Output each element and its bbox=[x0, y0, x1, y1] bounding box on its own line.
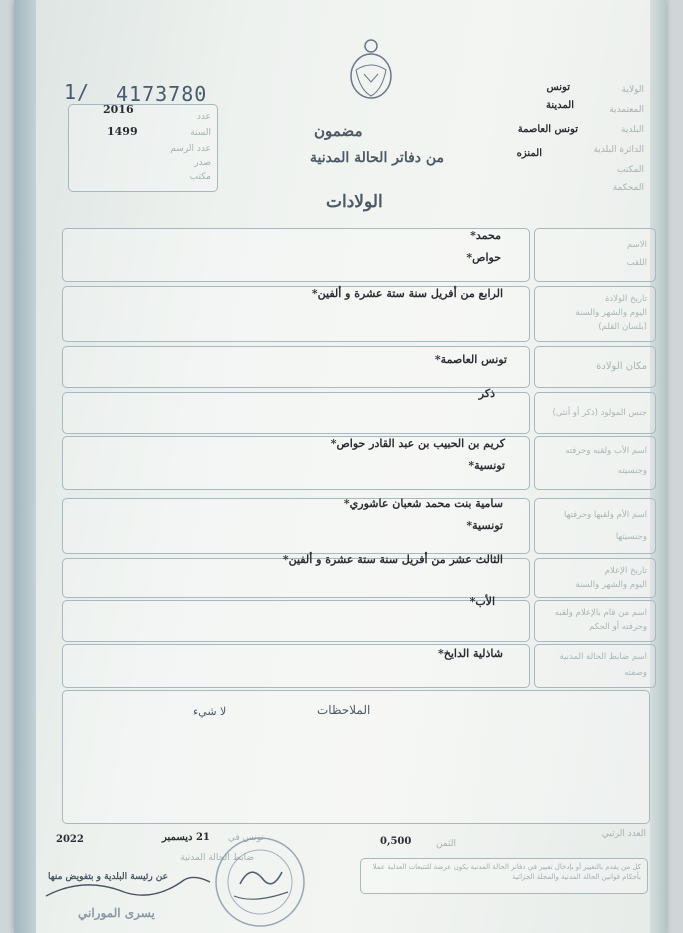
official-name: يسرى الموراني bbox=[78, 906, 155, 920]
legal-notice-text: كل من يقدم بالتغيير أو بإدخال تغيير في دفاتر الحالة المدنية يكون عرضة للتتبعات العدلية عملا بأحكام قوانين الحالة المدنية والمجلة الجزائية bbox=[372, 863, 641, 881]
sex-label-box bbox=[534, 392, 656, 434]
officer-label-box bbox=[534, 644, 656, 688]
father-name: كريم بن الحبيب بن عبد القادر حواص* bbox=[330, 437, 505, 450]
registration-box bbox=[68, 104, 218, 192]
birth-date-label-3: (بلسان القلم) bbox=[598, 322, 647, 332]
remarks-label: الملاحظات bbox=[317, 703, 371, 717]
declarant-label-1: اسم من قام بالإعلام ولقبه bbox=[554, 608, 647, 618]
legal-notice-box bbox=[360, 858, 648, 894]
birth-date-label-box bbox=[534, 286, 656, 342]
father-nationality: تونسية* bbox=[468, 459, 505, 472]
mother-label-2: وجنسيتها bbox=[615, 532, 647, 542]
mother-name: سامية بنت محمد شعبان عاشوري* bbox=[343, 497, 503, 510]
footer-date-prefix: تونس في bbox=[228, 833, 264, 843]
sex-value: ذكر bbox=[478, 387, 495, 400]
officer-label-2: وصفته bbox=[624, 668, 647, 678]
name-label-box bbox=[534, 228, 656, 282]
reg-faint-4: صدر bbox=[194, 158, 211, 168]
father-label-2: وجنسيته bbox=[617, 466, 647, 476]
declarant-field-box bbox=[62, 595, 530, 642]
number-label: العدد الرتبي bbox=[601, 829, 646, 839]
district-value: تونس العاصمة bbox=[517, 124, 578, 135]
footer-year: 2022 bbox=[56, 834, 84, 845]
tunisia-emblem-icon bbox=[346, 30, 396, 100]
given-name: محمد* bbox=[470, 229, 501, 242]
document-title: مضمون bbox=[314, 122, 363, 140]
official-delegation: عن رئيسة البلدية و بتفويض منها bbox=[48, 872, 169, 882]
reg-faint-2: السنة bbox=[190, 128, 211, 138]
birth-date-field-box bbox=[62, 286, 530, 342]
officer-field-box bbox=[62, 644, 530, 688]
declaration-date-value: الثالث عشر من أفريل سنة ستة عشرة و ألفين* bbox=[282, 553, 503, 566]
section-title: الولادات bbox=[326, 192, 383, 212]
document-page bbox=[14, 0, 666, 933]
serial-prefix: 1/ bbox=[64, 80, 91, 104]
official-seal-icon bbox=[210, 834, 310, 930]
reg-faint-1: عدد bbox=[196, 112, 211, 122]
registration-year: 2016 bbox=[103, 103, 134, 116]
left-page-edge bbox=[14, 0, 36, 933]
faint-state: الولاية bbox=[621, 85, 644, 95]
reg-faint-5: مكتب bbox=[189, 172, 211, 182]
declaration-date-label-box bbox=[534, 558, 656, 598]
commune-value: المنزه bbox=[516, 148, 542, 159]
sex-field-box bbox=[62, 387, 530, 434]
remarks-box bbox=[62, 690, 650, 824]
declaration-date-field-box bbox=[62, 553, 530, 598]
name-field-box bbox=[62, 228, 530, 282]
sex-label: جنس المولود (ذكر أو أنثى) bbox=[552, 408, 647, 418]
birth-date-label-1: تاريخ الولادة bbox=[604, 294, 647, 304]
remarks-value: لا شيء bbox=[193, 705, 227, 718]
father-field-box bbox=[62, 436, 530, 490]
faint-municipality: البلدية bbox=[621, 125, 644, 135]
mother-nationality: تونسية* bbox=[466, 519, 503, 532]
father-label-box bbox=[534, 436, 656, 490]
birthplace-label: مكان الولادة bbox=[596, 361, 647, 372]
reg-faint-3: عدد الرسم bbox=[170, 144, 211, 154]
family-name: حواص* bbox=[466, 251, 501, 264]
officer-value: شاذلية الدايخ* bbox=[437, 647, 503, 660]
declarant-label-2: وحرفته أو الحكم bbox=[589, 622, 647, 632]
official-title: ضابط الحالة المدنية bbox=[180, 853, 254, 863]
city-value: المدينة bbox=[545, 100, 574, 111]
mother-label-1: اسم الأم ولقبها وحرفتها bbox=[564, 510, 647, 520]
faint-court: المحكمة bbox=[612, 183, 644, 193]
father-label-1: اسم الأب ولقبه وحرفته bbox=[565, 446, 647, 456]
footer-date: 21 ديسمبر bbox=[162, 832, 210, 843]
birth-date-value: الرابع من أفريل سنة ستة عشرة و ألفين* bbox=[311, 287, 503, 300]
declaration-date-label-1: تاريخ الإعلام bbox=[604, 566, 647, 576]
faint-office: المكتب bbox=[617, 165, 644, 175]
document-subtitle: من دفاتر الحالة المدنية bbox=[310, 150, 445, 166]
declarant-value: الأب* bbox=[469, 595, 495, 608]
act-number: 1499 bbox=[107, 125, 138, 138]
birthplace-label-box bbox=[534, 346, 656, 388]
declaration-date-label-2: اليوم والشهر والسنة bbox=[575, 580, 647, 590]
name-label-1: الاسم bbox=[627, 240, 647, 250]
faint-district: الدائرة البلدية bbox=[593, 145, 644, 155]
serial-number: 4173780 bbox=[116, 82, 208, 106]
signature-icon bbox=[44, 866, 214, 906]
mother-field-box bbox=[62, 498, 530, 554]
birthplace-value: تونس العاصمة* bbox=[434, 353, 507, 366]
mother-label-box bbox=[534, 498, 656, 554]
officer-label-1: اسم ضابط الحالة المدنية bbox=[559, 652, 647, 662]
declarant-label-box bbox=[534, 600, 656, 642]
name-label-2: اللقب bbox=[626, 258, 647, 268]
price-value: 0,500 bbox=[380, 836, 412, 847]
state-value: تونس bbox=[546, 82, 570, 93]
birthplace-field-box bbox=[62, 346, 530, 388]
faint-delegation: المعتمدية bbox=[609, 105, 644, 115]
birth-date-label-2: اليوم والشهر والسنة bbox=[575, 308, 647, 318]
price-label: الثمن bbox=[436, 839, 457, 849]
